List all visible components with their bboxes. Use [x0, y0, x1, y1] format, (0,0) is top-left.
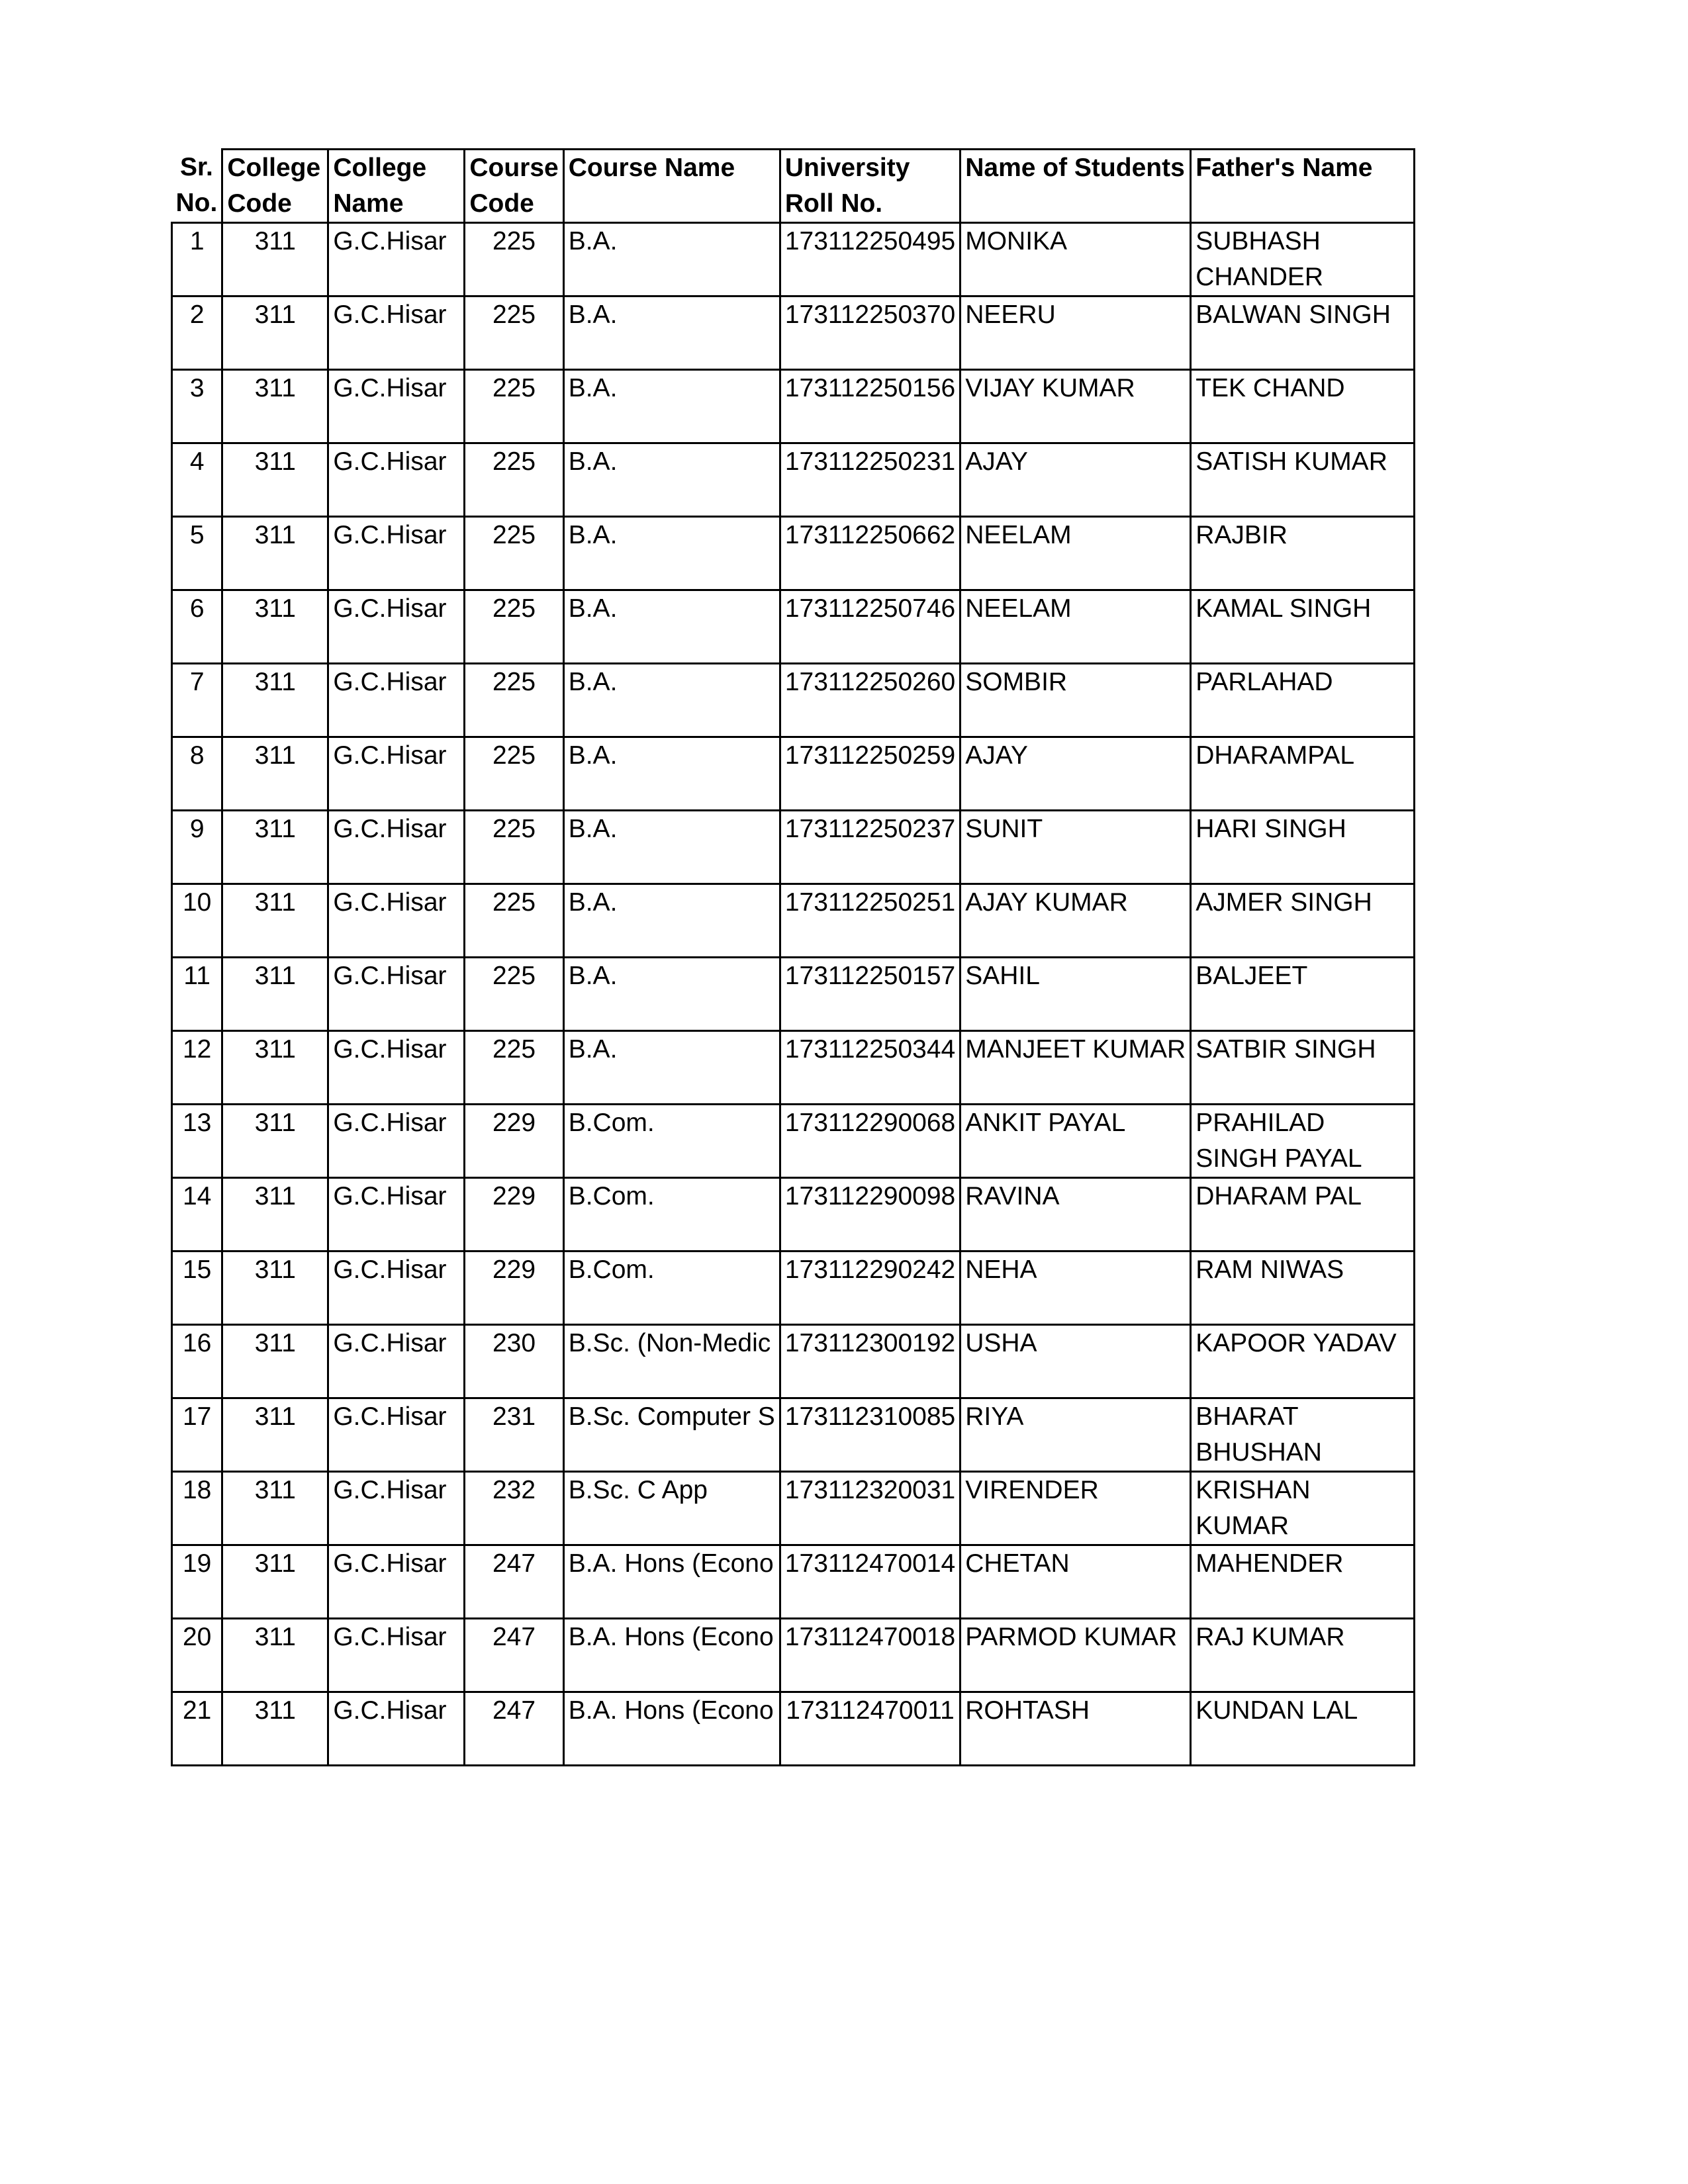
cell-roll-no: 173112310085 — [780, 1398, 960, 1472]
cell-roll-no: 173112250156 — [780, 370, 960, 443]
table-row — [172, 370, 1415, 443]
cell-college-name: G.C.Hisar — [328, 1619, 465, 1692]
cell-course-name: B.A. — [563, 296, 780, 370]
cell-college-name: G.C.Hisar — [328, 1545, 465, 1619]
cell-roll-no: 173112250157 — [780, 958, 960, 1031]
cell-college-code: 311 — [222, 884, 328, 958]
cell-college-name: G.C.Hisar — [328, 1472, 465, 1545]
cell-college-name: G.C.Hisar — [328, 737, 465, 811]
cell-roll-no: 173112250662 — [780, 517, 960, 590]
cell-course-name: B.Sc. Computer S — [563, 1398, 780, 1472]
cell-father-name: KUNDAN LAL — [1191, 1692, 1415, 1766]
cell-sr-no: 16 — [172, 1325, 222, 1398]
table-row — [172, 664, 1415, 737]
cell-sr-no: 18 — [172, 1472, 222, 1545]
cell-course-code: 225 — [465, 664, 563, 737]
cell-college-name: G.C.Hisar — [328, 1178, 465, 1251]
cell-college-code: 311 — [222, 1031, 328, 1105]
table-row — [172, 737, 1415, 811]
cell-roll-no: 173112250237 — [780, 811, 960, 884]
cell-roll-no: 173112250259 — [780, 737, 960, 811]
header-college-code: College Code — [222, 150, 328, 223]
student-list-sheet — [171, 148, 1415, 1766]
header-sr-no: Sr. No. — [172, 150, 222, 223]
cell-course-code: 232 — [465, 1472, 563, 1545]
header-father-name: Father's Name — [1191, 150, 1415, 223]
cell-course-name: B.A. — [563, 443, 780, 517]
cell-father-name: AJMER SINGH — [1191, 884, 1415, 958]
cell-course-code: 225 — [465, 296, 563, 370]
cell-sr-no: 7 — [172, 664, 222, 737]
cell-course-code: 225 — [465, 1031, 563, 1105]
cell-course-name: B.A. — [563, 590, 780, 664]
cell-college-code: 311 — [222, 664, 328, 737]
table-row — [172, 811, 1415, 884]
cell-father-name: PRAHILAD SINGH PAYAL — [1191, 1105, 1415, 1178]
cell-student-name: NEELAM — [961, 517, 1191, 590]
cell-student-name: AJAY — [961, 443, 1191, 517]
cell-sr-no: 20 — [172, 1619, 222, 1692]
cell-roll-no: 173112300192 — [780, 1325, 960, 1398]
cell-course-name: B.A. — [563, 517, 780, 590]
cell-father-name: RAJ KUMAR — [1191, 1619, 1415, 1692]
table-row — [172, 590, 1415, 664]
cell-student-name: VIJAY KUMAR — [961, 370, 1191, 443]
cell-father-name: TEK CHAND — [1191, 370, 1415, 443]
cell-sr-no: 12 — [172, 1031, 222, 1105]
cell-college-name: G.C.Hisar — [328, 443, 465, 517]
table-row — [172, 443, 1415, 517]
cell-roll-no: 173112470018 — [780, 1619, 960, 1692]
cell-father-name: BALWAN SINGH — [1191, 296, 1415, 370]
cell-course-code: 225 — [465, 223, 563, 296]
cell-course-name: B.A. Hons (Econo — [563, 1545, 780, 1619]
cell-father-name: KAPOOR YADAV — [1191, 1325, 1415, 1398]
cell-sr-no: 6 — [172, 590, 222, 664]
table-row — [172, 1472, 1415, 1545]
cell-roll-no: 173112250344 — [780, 1031, 960, 1105]
cell-student-name: SAHIL — [961, 958, 1191, 1031]
cell-course-code: 247 — [465, 1692, 563, 1766]
table-row — [172, 1178, 1415, 1251]
cell-student-name: NEHA — [961, 1251, 1191, 1325]
cell-college-code: 311 — [222, 737, 328, 811]
cell-course-code: 230 — [465, 1325, 563, 1398]
cell-student-name: NEERU — [961, 296, 1191, 370]
cell-course-name: B.Sc. (Non-Medic — [563, 1325, 780, 1398]
cell-course-name: B.A. Hons (Econo — [563, 1692, 780, 1766]
cell-student-name: NEELAM — [961, 590, 1191, 664]
cell-college-name: G.C.Hisar — [328, 223, 465, 296]
cell-college-name: G.C.Hisar — [328, 370, 465, 443]
cell-roll-no: 173112470014 — [780, 1545, 960, 1619]
cell-college-name: G.C.Hisar — [328, 884, 465, 958]
cell-student-name: PARMOD KUMAR — [961, 1619, 1191, 1692]
cell-student-name: SUNIT — [961, 811, 1191, 884]
cell-college-name: G.C.Hisar — [328, 517, 465, 590]
cell-roll-no: 173112250260 — [780, 664, 960, 737]
cell-course-name: B.A. — [563, 958, 780, 1031]
cell-sr-no: 4 — [172, 443, 222, 517]
table-row — [172, 1251, 1415, 1325]
cell-course-code: 229 — [465, 1251, 563, 1325]
cell-roll-no: 173112250495 — [780, 223, 960, 296]
cell-roll-no: 173112250231 — [780, 443, 960, 517]
header-college-name: College Name — [328, 150, 465, 223]
cell-college-code: 311 — [222, 1472, 328, 1545]
table-row — [172, 1692, 1415, 1766]
cell-sr-no: 5 — [172, 517, 222, 590]
cell-student-name: AJAY KUMAR — [961, 884, 1191, 958]
cell-course-name: B.A. — [563, 811, 780, 884]
cell-roll-no: 173112290098 — [780, 1178, 960, 1251]
header-course-code: Course Code — [465, 150, 563, 223]
table-row — [172, 296, 1415, 370]
cell-college-name: G.C.Hisar — [328, 1398, 465, 1472]
cell-college-code: 311 — [222, 958, 328, 1031]
cell-sr-no: 8 — [172, 737, 222, 811]
cell-college-name: G.C.Hisar — [328, 1325, 465, 1398]
cell-father-name: SATBIR SINGH — [1191, 1031, 1415, 1105]
cell-sr-no: 13 — [172, 1105, 222, 1178]
table-row — [172, 1398, 1415, 1472]
cell-father-name: MAHENDER — [1191, 1545, 1415, 1619]
cell-course-name: B.A. — [563, 223, 780, 296]
cell-college-code: 311 — [222, 1619, 328, 1692]
table-row — [172, 1325, 1415, 1398]
cell-college-name: G.C.Hisar — [328, 590, 465, 664]
cell-father-name: KRISHAN KUMAR — [1191, 1472, 1415, 1545]
cell-course-name: B.A. — [563, 737, 780, 811]
cell-course-name: B.A. — [563, 884, 780, 958]
cell-student-name: ROHTASH — [961, 1692, 1191, 1766]
cell-sr-no: 14 — [172, 1178, 222, 1251]
cell-college-name: G.C.Hisar — [328, 1251, 465, 1325]
cell-father-name: PARLAHAD — [1191, 664, 1415, 737]
cell-father-name: BALJEET — [1191, 958, 1415, 1031]
cell-course-code: 225 — [465, 958, 563, 1031]
cell-course-code: 229 — [465, 1178, 563, 1251]
cell-student-name: SOMBIR — [961, 664, 1191, 737]
cell-college-code: 311 — [222, 1692, 328, 1766]
cell-college-code: 311 — [222, 1178, 328, 1251]
cell-college-name: G.C.Hisar — [328, 811, 465, 884]
table-row — [172, 1031, 1415, 1105]
header-student-name: Name of Students — [961, 150, 1191, 223]
cell-course-code: 225 — [465, 370, 563, 443]
table-row — [172, 958, 1415, 1031]
cell-college-code: 311 — [222, 1251, 328, 1325]
cell-father-name: DHARAMPAL — [1191, 737, 1415, 811]
cell-course-code: 247 — [465, 1545, 563, 1619]
cell-student-name: AJAY — [961, 737, 1191, 811]
cell-sr-no: 19 — [172, 1545, 222, 1619]
cell-roll-no: 173112250251 — [780, 884, 960, 958]
cell-student-name: USHA — [961, 1325, 1191, 1398]
table-row — [172, 517, 1415, 590]
cell-roll-no: 173112290242 — [780, 1251, 960, 1325]
cell-course-code: 247 — [465, 1619, 563, 1692]
cell-course-name: B.A. — [563, 664, 780, 737]
table-row — [172, 1619, 1415, 1692]
cell-father-name: SATISH KUMAR — [1191, 443, 1415, 517]
cell-sr-no: 1 — [172, 223, 222, 296]
table-row — [172, 884, 1415, 958]
cell-student-name: VIRENDER — [961, 1472, 1191, 1545]
cell-college-name: G.C.Hisar — [328, 958, 465, 1031]
cell-sr-no: 2 — [172, 296, 222, 370]
cell-sr-no: 9 — [172, 811, 222, 884]
cell-roll-no: 173112290068 — [780, 1105, 960, 1178]
cell-college-code: 311 — [222, 1105, 328, 1178]
table-row — [172, 1545, 1415, 1619]
cell-student-name: RAVINA — [961, 1178, 1191, 1251]
cell-course-code: 225 — [465, 884, 563, 958]
cell-course-name: B.Com. — [563, 1178, 780, 1251]
cell-course-code: 231 — [465, 1398, 563, 1472]
header-roll-no: University Roll No. — [780, 150, 960, 223]
cell-course-code: 225 — [465, 517, 563, 590]
cell-father-name: KAMAL SINGH — [1191, 590, 1415, 664]
cell-student-name: CHETAN — [961, 1545, 1191, 1619]
cell-father-name: SUBHASH CHANDER — [1191, 223, 1415, 296]
cell-course-code: 229 — [465, 1105, 563, 1178]
cell-father-name: RAJBIR — [1191, 517, 1415, 590]
cell-college-code: 311 — [222, 590, 328, 664]
cell-college-code: 311 — [222, 443, 328, 517]
cell-roll-no: 173112250370 — [780, 296, 960, 370]
cell-course-code: 225 — [465, 811, 563, 884]
cell-roll-no: 173112320031 — [780, 1472, 960, 1545]
cell-father-name: DHARAM PAL — [1191, 1178, 1415, 1251]
cell-student-name: MONIKA — [961, 223, 1191, 296]
cell-course-code: 225 — [465, 737, 563, 811]
cell-father-name: HARI SINGH — [1191, 811, 1415, 884]
cell-roll-no: 173112250746 — [780, 590, 960, 664]
header-row — [172, 150, 1415, 223]
cell-college-code: 311 — [222, 370, 328, 443]
cell-sr-no: 17 — [172, 1398, 222, 1472]
cell-course-code: 225 — [465, 443, 563, 517]
cell-student-name: ANKIT PAYAL — [961, 1105, 1191, 1178]
table-body — [172, 223, 1415, 1766]
cell-college-code: 311 — [222, 1545, 328, 1619]
cell-college-name: G.C.Hisar — [328, 664, 465, 737]
cell-father-name: RAM NIWAS — [1191, 1251, 1415, 1325]
cell-course-code: 225 — [465, 590, 563, 664]
cell-college-code: 311 — [222, 296, 328, 370]
cell-course-name: B.Com. — [563, 1251, 780, 1325]
cell-student-name: RIYA — [961, 1398, 1191, 1472]
cell-sr-no: 21 — [172, 1692, 222, 1766]
student-table — [171, 148, 1415, 1766]
cell-sr-no: 10 — [172, 884, 222, 958]
cell-roll-no: 173112470011 — [780, 1692, 960, 1766]
cell-college-code: 311 — [222, 811, 328, 884]
cell-course-name: B.Sc. C App — [563, 1472, 780, 1545]
cell-sr-no: 3 — [172, 370, 222, 443]
cell-college-name: G.C.Hisar — [328, 1692, 465, 1766]
cell-college-code: 311 — [222, 517, 328, 590]
cell-sr-no: 15 — [172, 1251, 222, 1325]
table-row — [172, 223, 1415, 296]
cell-college-name: G.C.Hisar — [328, 296, 465, 370]
cell-college-name: G.C.Hisar — [328, 1031, 465, 1105]
cell-college-code: 311 — [222, 1325, 328, 1398]
header-course-name: Course Name — [563, 150, 780, 223]
cell-college-code: 311 — [222, 223, 328, 296]
cell-course-name: B.Com. — [563, 1105, 780, 1178]
cell-college-code: 311 — [222, 1398, 328, 1472]
cell-student-name: MANJEET KUMAR — [961, 1031, 1191, 1105]
cell-course-name: B.A. — [563, 1031, 780, 1105]
cell-college-name: G.C.Hisar — [328, 1105, 465, 1178]
cell-course-name: B.A. Hons (Econo — [563, 1619, 780, 1692]
table-row — [172, 1105, 1415, 1178]
cell-course-name: B.A. — [563, 370, 780, 443]
cell-father-name: BHARAT BHUSHAN — [1191, 1398, 1415, 1472]
cell-sr-no: 11 — [172, 958, 222, 1031]
